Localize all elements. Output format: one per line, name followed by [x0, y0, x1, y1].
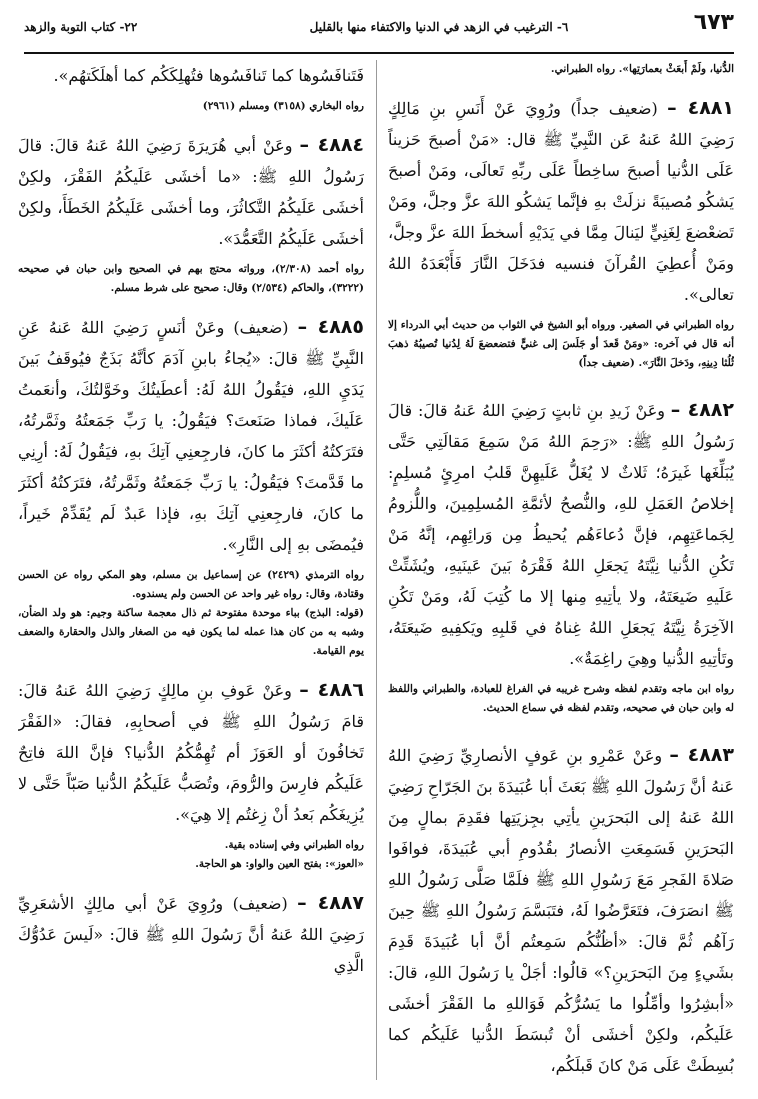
hadith-4883	[388, 740, 734, 1081]
hadith-note: (قوله: البذج) بباء موحدة مفتوحة ثم ذال معجمة ساكنة وجيم: هو ولد الضأن، وشبه به من كان هذا عمله لما يكون فيه من الصغار والذل والحقارة والضعف يوم القيامة.	[18, 607, 364, 657]
hadith-number: ٤٨٨٢ –	[670, 399, 734, 421]
hadith-text: (ضعيف) وعَنْ أنَسٍ رَضِيَ اللهُ عَنهُ عَنِ النَّبِيِّ ﷺ قالَ: «يُجاءُ بابنِ آدَمَ كأنَّهُ بَذَجٌ فيُوقَفُ بَينَ يَدَيِ اللهِ، فيَقُولُ اللهُ لَهُ: أعطَيتُكَ وخَوَّلتُكَ، وأنعَمتُ عَلَيكَ، فماذا صَنَعتَ؟ فيَقُولُ: يا رَبِّ جَمَعتُهُ وثَمَّرتُهُ، فتَرَكتُهُ أكثَرَ ما كانَ، فارجِعنِي آتِكَ بهِ، فيَقُولُ لَهُ: أرِنِي ما قَدَّمتَ؟ فيَقُولُ: يا رَبِّ جَمَعتُهُ وثَمَّرتُهُ، فتَرَكتُهُ أكثَرَ ما كانَ، فارجِعنِي آتِكَ بهِ، فإذا عَبدٌ لَم يُقَدِّمْ خَيراً، فيُمضَى بهِ إلى النَّارِ».	[18, 318, 364, 554]
hadith-source: رواه البخاري (٣١٥٨) ومسلم (٢٩٦١)	[202, 100, 364, 112]
hadith-text: وعَنْ أبي هُرَيرَةَ رَضِيَ اللهُ عَنهُ قالَ: قالَ رَسُولُ اللهِ ﷺ: «ما أخشَى عَلَيكُمُ الفَقْرَ، ولكِنْ أخشَى عَلَيكُمُ التَّكاثُرَ، وما أخشَى عَلَيكُمُ الخَطَأَ، ولكِنْ أخشَى عَلَيكُمُ التَّعَمُّدَ».	[18, 136, 364, 248]
continuation-line: الدُّنيا، ولَمْ أَبعَثْ بعمارَتِها». رواه الطبراني.	[550, 63, 734, 75]
page-number: ٦٧٣	[693, 10, 734, 35]
left-column	[18, 60, 364, 1090]
hadith-4882	[388, 395, 734, 718]
hadith-text: (ضعيف جداً) ورُوِيَ عَنْ أَنَسِ بنِ مَالِكٍ رَضِيَ اللهُ عَنهُ عَن النَّبِيِّ ﷺ قال: «مَنْ أصبحَ حَزيناً عَلَى الدُّنيا أصبحَ ساخِطاً عَلَى ربِّهِ تَعالَى، ومَنْ أصبحَ يَشكُو مُصيبَةً نزلَتْ بهِ فإنَّما يَشكُو اللهَ عزَّ وجلَّ، ومَنْ تَضعْضعَ لِغَنِيٍّ ليَنالَ مِمَّا في يَدَيْهِ أسخطَ اللهَ عزَّ وجلَّ، ومَنْ أُعطِيَ القُرآنَ فنسيه فدَخَلَ النَّارَ فَأَبْعَدَهُ اللهُ تعالى».	[388, 99, 734, 304]
hadith-source: رواه الطبراني وفي إسناده بقية.	[224, 839, 364, 851]
hadith-number: ٤٨٨٧ –	[297, 892, 364, 914]
hadith-source: رواه أحمد (٢/٣٠٨)، ورواته محتج بهم في الصحيح وابن حبان في صحيحه (٣٢٢٢)، والحاكم (٢/٥٣٤) وقال: صحيح على شرط مسلم.	[18, 263, 364, 294]
page-header	[24, 8, 734, 54]
hadith-number: ٤٨٨٥ –	[297, 316, 364, 338]
hadith-source: رواه الترمذي (٢٤٢٩) عن إسماعيل بن مسلم، وهو المكي رواه عن الحسن وقتادة، وقال: رواه غير واحد عن الحسن ولم يسندوه.	[18, 569, 364, 600]
hadith-4884	[18, 130, 364, 298]
hadith-4881	[388, 93, 734, 373]
hadith-text: (ضعيف) ورُوِيَ عَنْ أبي مالِكٍ الأشعَرِيِّ رَضِيَ اللهُ عَنهُ أنَّ رَسُولَ اللهِ ﷺ قالَ: «لَيسَ عَدُوُّكَ الَّذِي	[18, 894, 364, 975]
hadith-source: رواه ابن ماجه وتقدم لفظه وشرح غريبه في الفراغ للعبادة، والطبراني واللفظ له وابن حبان في صحيحه، وتقدم لفظه في سماع الحديث.	[388, 683, 734, 714]
hadith-number: ٤٨٨٤ –	[299, 134, 364, 156]
hadith-text: وعَنْ عَمْرِو بنِ عَوفٍ الأنصارِيِّ رَضِيَ اللهُ عَنهُ أنَّ رَسُولَ اللهِ ﷺ بَعَثَ أبا عُبَيدَةَ بنَ الجَرّاحِ رَضِيَ اللهُ عَنهُ إلى البَحرَينِ يأتِي بجِزيَتِها فقَدِمَ بمالٍ مِنَ البَحرَينِ فَسَمِعَتِ الأنصارُ بقُدُومِ أبي عُبَيدَةَ، فوافَوا صَلاةَ الفَجرِ مَعَ رَسُولِ اللهِ ﷺ فلَمَّا صَلَّى رَسُولُ اللهِ ﷺ انصَرَفَ، فتَعَرَّضُوا لَهُ، فتَبَسَّمَ رَسُولُ اللهِ ﷺ حِينَ رَآهُم ثُمَّ قالَ: «أظُنُّكُم سَمِعتُم أنَّ أبا عُبَيدَةَ قَدِمَ بشَيءٍ مِنَ البَحرَينِ؟» قالُوا: أجَلْ يا رَسُولَ اللهِ، قالَ: «أبشِرُوا وأمِّلُوا ما يَسُرُّكُم فَوَاللهِ ما الفَقْرَ أخشَى عَلَيكُم، ولكِنْ أخشَى أنْ تُبسَطَ الدُّنيا عَلَيكُم كما بُسِطَتْ عَلَى مَنْ كانَ قَبلَكُم،	[388, 746, 734, 1075]
hadith-number: ٤٨٨٣ –	[669, 744, 734, 766]
hadith-text: وعَنْ زَيدِ بنِ ثابتٍ رَضِيَ اللهُ عَنهُ قالَ: قالَ رَسُولُ اللهِ ﷺ: «رَحِمَ اللهُ مَنْ سَمِعَ مَقالَتِي حَتَّى يُبَلِّغَها غَيرَهُ؛ ثَلاثٌ لا يُغَلُّ عَلَيهِنَّ قَلبُ امرِئٍ مُسلِمٍ: إخلاصُ العَمَلِ للهِ، والنُّصحُ لأئمَّةِ المُسلِمِينَ، واللُّزومُ لِجَماعَتِهِم، فإنَّ دُعاءَهُم يُحيطُ مِن وَرائِهِم، إنَّهُ مَنْ تَكُنِ الدُّنيا نِيَّتَهُ يَجعَلِ اللهُ فَقْرَهُ بَينَ عَينَيهِ، ويُشَتِّتْ عَلَيهِ ضَيعَتَهُ، ولا يأتِيهِ مِنها إلا ما كُتِبَ لَهُ، ومَنْ تَكُنِ الآخِرَةُ نِيَّتَهُ يَجعَلِ اللهُ غِناهُ في قَلبِهِ ويَكفِيهِ ضَيعَتَهُ، وتَأتِيهِ الدُّنيا وهِيَ راغِمَةٌ».	[388, 401, 734, 668]
right-column	[388, 60, 734, 1090]
chapter-title: ٦- الترغيب في الزهد في الدنيا والاكتفاء منها بالقليل	[309, 20, 569, 34]
hadith-4885	[18, 312, 364, 661]
hadith-text: وعَنْ عَوفِ بنِ مالِكٍ رَضِيَ اللهُ عَنهُ قالَ: قامَ رَسُولُ اللهِ ﷺ في أصحابِهِ، فقالَ: «الفَقْرَ تَخافُونَ أو العَوَزَ أم تُهِمُّكُمُ الدُّنيا؟ فإنَّ اللهَ فاتِحٌ عَلَيكُم فارِسَ والرُّومَ، وتُصَبُّ عَلَيكُمُ الدُّنيا صَبّاً حَتَّى لا يُزِيغَكُم بَعدُ أنْ زِغتُم إلا هِيَ».	[18, 681, 364, 824]
book-title: ٢٢- كتاب التوبة والزهد	[24, 20, 138, 34]
hadith-source: رواه الطبراني في الصغير. ورواه أبو الشيخ في الثواب من حديث أبي الدرداء إلا أنه قال في آخره: «ومَنْ قَعدَ أو جَلَسَ إلى غنيٍّ فتضعضعَ لَهُ لِدُنيا تُصيبُهُ ذهبَ ثُلُثا دِينِهِ، ودَخلَ النَّارَ». (ضعيف جداً)	[388, 319, 734, 369]
hadith-number: ٤٨٨١ –	[667, 97, 734, 119]
continuation-text: فَتَنافَسُوها كما تَنافَسُوها فتُهلِكَكُم كما أهلَكَتهُم».	[53, 66, 364, 85]
hadith-4886	[18, 675, 364, 874]
hadith-note: «العوز»: بفتح العين والواو: هو الحاجة.	[195, 858, 364, 870]
hadith-number: ٤٨٨٦ –	[299, 679, 364, 701]
column-divider	[376, 60, 377, 1080]
hadith-4887	[18, 888, 364, 981]
